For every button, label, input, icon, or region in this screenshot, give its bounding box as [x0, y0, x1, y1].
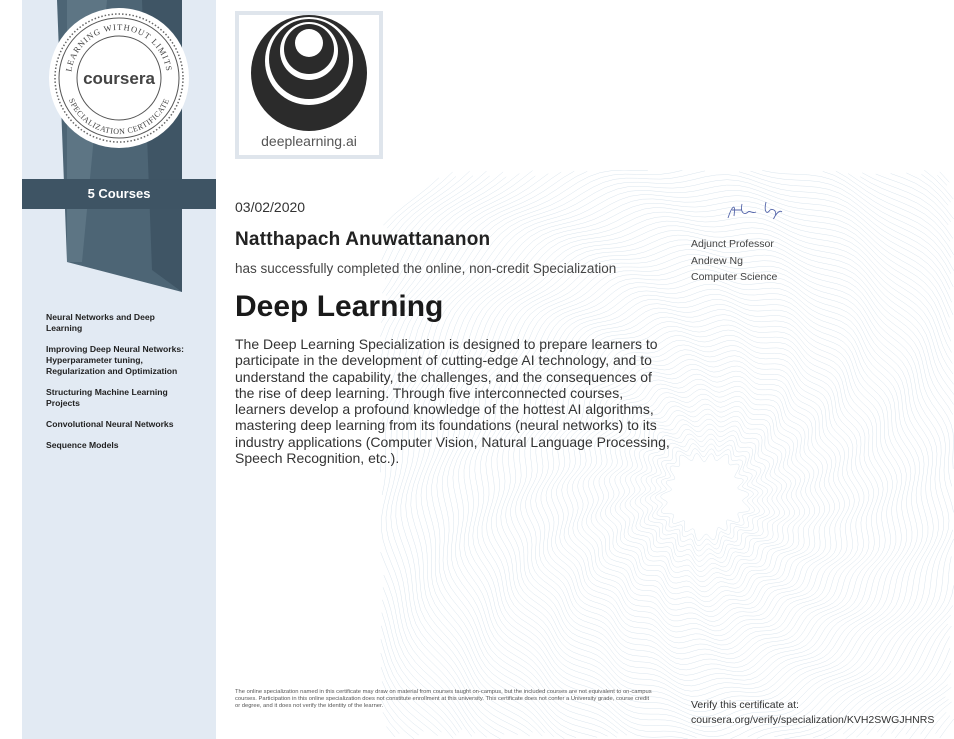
courses-count-band: 5 Courses	[22, 179, 216, 209]
signer-role: Adjunct Professor	[691, 238, 774, 250]
guilloche-line	[464, 254, 949, 738]
svg-text:SPECIALIZATION CERTIFICATE	[67, 97, 171, 136]
completion-statement: has successfully completed the online, non-credit Specialization	[235, 261, 617, 276]
signer-name: Andrew Ng	[691, 254, 743, 267]
guilloche-line	[426, 221, 953, 738]
signer-info	[691, 236, 777, 286]
specialization-description: The Deep Learning Specialization is designed to prepare learners to participate in the development of cutting-edge AI technology, and to understand the capability, the challenges, and the consequences of the rise of deep learning. Through five interconnected courses, learners develop a profound knowledge of the hottest AI algorithms, mastering deep learning from its foundations (neural networks) to its industry applications (Computer Vision, Natural Language Processing, Speech Recognition, etc.).	[235, 336, 670, 467]
deeplearning-ai-logo	[235, 11, 383, 159]
concentric-circles-icon	[239, 15, 379, 135]
recipient-name: Natthapach Anuwattananon	[235, 229, 491, 250]
completion-date: 03/02/2020	[235, 199, 306, 215]
course-list	[46, 312, 186, 461]
signer-department: Computer Science	[691, 271, 778, 283]
verify-label: Verify this certificate at:	[691, 699, 799, 711]
seal-top-text: LEARNING WITHOUT LIMITS	[63, 21, 175, 73]
sidebar	[22, 0, 216, 739]
course-item: Improving Deep Neural Networks: Hyperparameter tuning, Regularization and Optimization	[46, 344, 185, 376]
guilloche-line	[661, 454, 750, 541]
guilloche-line	[421, 217, 953, 739]
coursera-logo: coursera	[83, 69, 155, 88]
guilloche-line	[453, 245, 954, 739]
specialization-title: Deep Learning	[235, 290, 444, 323]
course-item: Neural Networks and Deep Learning	[46, 312, 155, 333]
verify-section	[691, 698, 934, 728]
signature	[722, 198, 792, 224]
course-item: Sequence Models	[46, 440, 119, 450]
logo-text: deeplearning.ai	[261, 133, 357, 149]
guilloche-line	[458, 249, 953, 739]
coursera-seal	[49, 8, 189, 148]
svg-text:LEARNING WITHOUT LIMITS	[63, 22, 174, 72]
course-item: Structuring Machine Learning Projects	[46, 387, 168, 408]
verify-url[interactable]: coursera.org/verify/specialization/KVH2SWGJHNRS	[691, 714, 935, 726]
guilloche-line	[387, 172, 453, 228]
seal-bottom-text: SPECIALIZATION CERTIFICATE	[66, 96, 172, 137]
course-item: Convolutional Neural Networks	[46, 419, 174, 429]
disclaimer: The online specialization named in this certificate may draw on material from courses taught on-campus, but the included courses are not equivalent to on-campus courses. Participation in this online specialization does not constitute enrollment at this university. This certificate does not confer a University grade, course credit or degree, and it does not verify the identity of the learner.	[235, 689, 652, 709]
